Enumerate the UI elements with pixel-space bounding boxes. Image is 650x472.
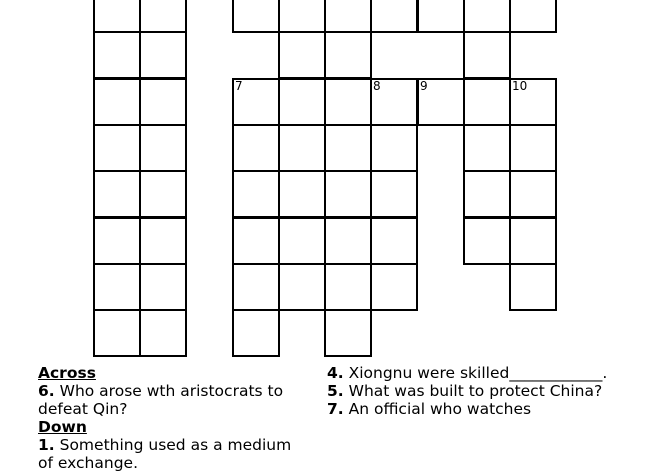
grid-cell[interactable] [370, 263, 418, 311]
clue-number: 4. [327, 364, 344, 382]
clue-number: 1. [38, 436, 55, 454]
grid-cell[interactable] [232, 78, 280, 126]
grid-cell[interactable] [232, 309, 280, 357]
grid-cell[interactable] [93, 78, 141, 126]
grid-cell[interactable] [93, 31, 141, 79]
down-clue-4 [327, 364, 627, 382]
clue-text: What was built to protect China? [343, 382, 603, 400]
grid-cell[interactable] [232, 0, 280, 33]
grid-cell[interactable] [370, 217, 418, 265]
grid-cell[interactable] [93, 0, 141, 33]
clue-text: Who arose wth aristocrats to defeat Qin? [38, 382, 284, 418]
grid-cell[interactable] [417, 0, 465, 33]
clues-right-column [327, 364, 627, 418]
clue-number-label: 7 [235, 79, 243, 93]
grid-cell[interactable] [509, 170, 557, 218]
grid-cell[interactable] [278, 217, 326, 265]
grid-cell[interactable] [509, 124, 557, 172]
clue-number-label: 10 [512, 79, 528, 93]
grid-cell[interactable] [370, 78, 418, 126]
grid-cell[interactable] [463, 78, 511, 126]
down-clue-1 [38, 436, 308, 472]
grid-cell[interactable] [93, 124, 141, 172]
grid-cell[interactable] [139, 217, 187, 265]
grid-cell[interactable] [463, 0, 511, 33]
grid-cell[interactable] [463, 31, 511, 79]
grid-cell[interactable] [93, 217, 141, 265]
grid-cell[interactable] [509, 217, 557, 265]
grid-cell[interactable] [139, 170, 187, 218]
clue-number: 5. [327, 382, 344, 400]
grid-cell[interactable] [324, 170, 372, 218]
grid-cell[interactable] [93, 263, 141, 311]
clue-text: Something used as a medium of exchange. [38, 436, 292, 472]
across-heading: Across [38, 364, 96, 382]
grid-cell[interactable] [417, 78, 465, 126]
clue-number-label: 9 [420, 79, 428, 93]
grid-cell[interactable] [370, 124, 418, 172]
down-heading: Down [38, 418, 87, 436]
grid-cell[interactable] [324, 0, 372, 33]
down-clue-5 [327, 382, 627, 400]
grid-cell[interactable] [278, 263, 326, 311]
grid-cell[interactable] [93, 309, 141, 357]
grid-cell[interactable] [324, 217, 372, 265]
clue-number: 6. [38, 382, 55, 400]
grid-cell[interactable] [463, 217, 511, 265]
grid-cell[interactable] [370, 0, 418, 33]
grid-cell[interactable] [324, 124, 372, 172]
clue-number-label: 8 [373, 79, 381, 93]
grid-cell[interactable] [324, 31, 372, 79]
grid-cell[interactable] [324, 263, 372, 311]
down-clue-7 [327, 400, 627, 418]
grid-cell[interactable] [232, 170, 280, 218]
grid-cell[interactable] [278, 0, 326, 33]
grid-cell[interactable] [278, 78, 326, 126]
grid-cell[interactable] [232, 124, 280, 172]
clue-text: Xiongnu were skilled____________. [343, 364, 608, 382]
grid-cell[interactable] [139, 309, 187, 357]
grid-cell[interactable] [93, 170, 141, 218]
grid-cell[interactable] [278, 170, 326, 218]
grid-cell[interactable] [509, 78, 557, 126]
grid-cell[interactable] [232, 263, 280, 311]
grid-cell[interactable] [370, 170, 418, 218]
grid-cell[interactable] [463, 124, 511, 172]
grid-cell[interactable] [232, 217, 280, 265]
grid-cell[interactable] [324, 309, 372, 357]
across-clue-6 [38, 382, 308, 418]
grid-cell[interactable] [139, 78, 187, 126]
grid-cell[interactable] [509, 0, 557, 33]
clue-number: 7. [327, 400, 344, 418]
grid-cell[interactable] [139, 0, 187, 33]
grid-cell[interactable] [139, 263, 187, 311]
clue-text: An official who watches [343, 400, 532, 418]
clues-left-column [38, 364, 308, 472]
grid-cell[interactable] [278, 124, 326, 172]
grid-cell[interactable] [139, 124, 187, 172]
grid-cell[interactable] [463, 170, 511, 218]
grid-cell[interactable] [509, 263, 557, 311]
grid-cell[interactable] [278, 31, 326, 79]
grid-cell[interactable] [139, 31, 187, 79]
grid-cell[interactable] [324, 78, 372, 126]
